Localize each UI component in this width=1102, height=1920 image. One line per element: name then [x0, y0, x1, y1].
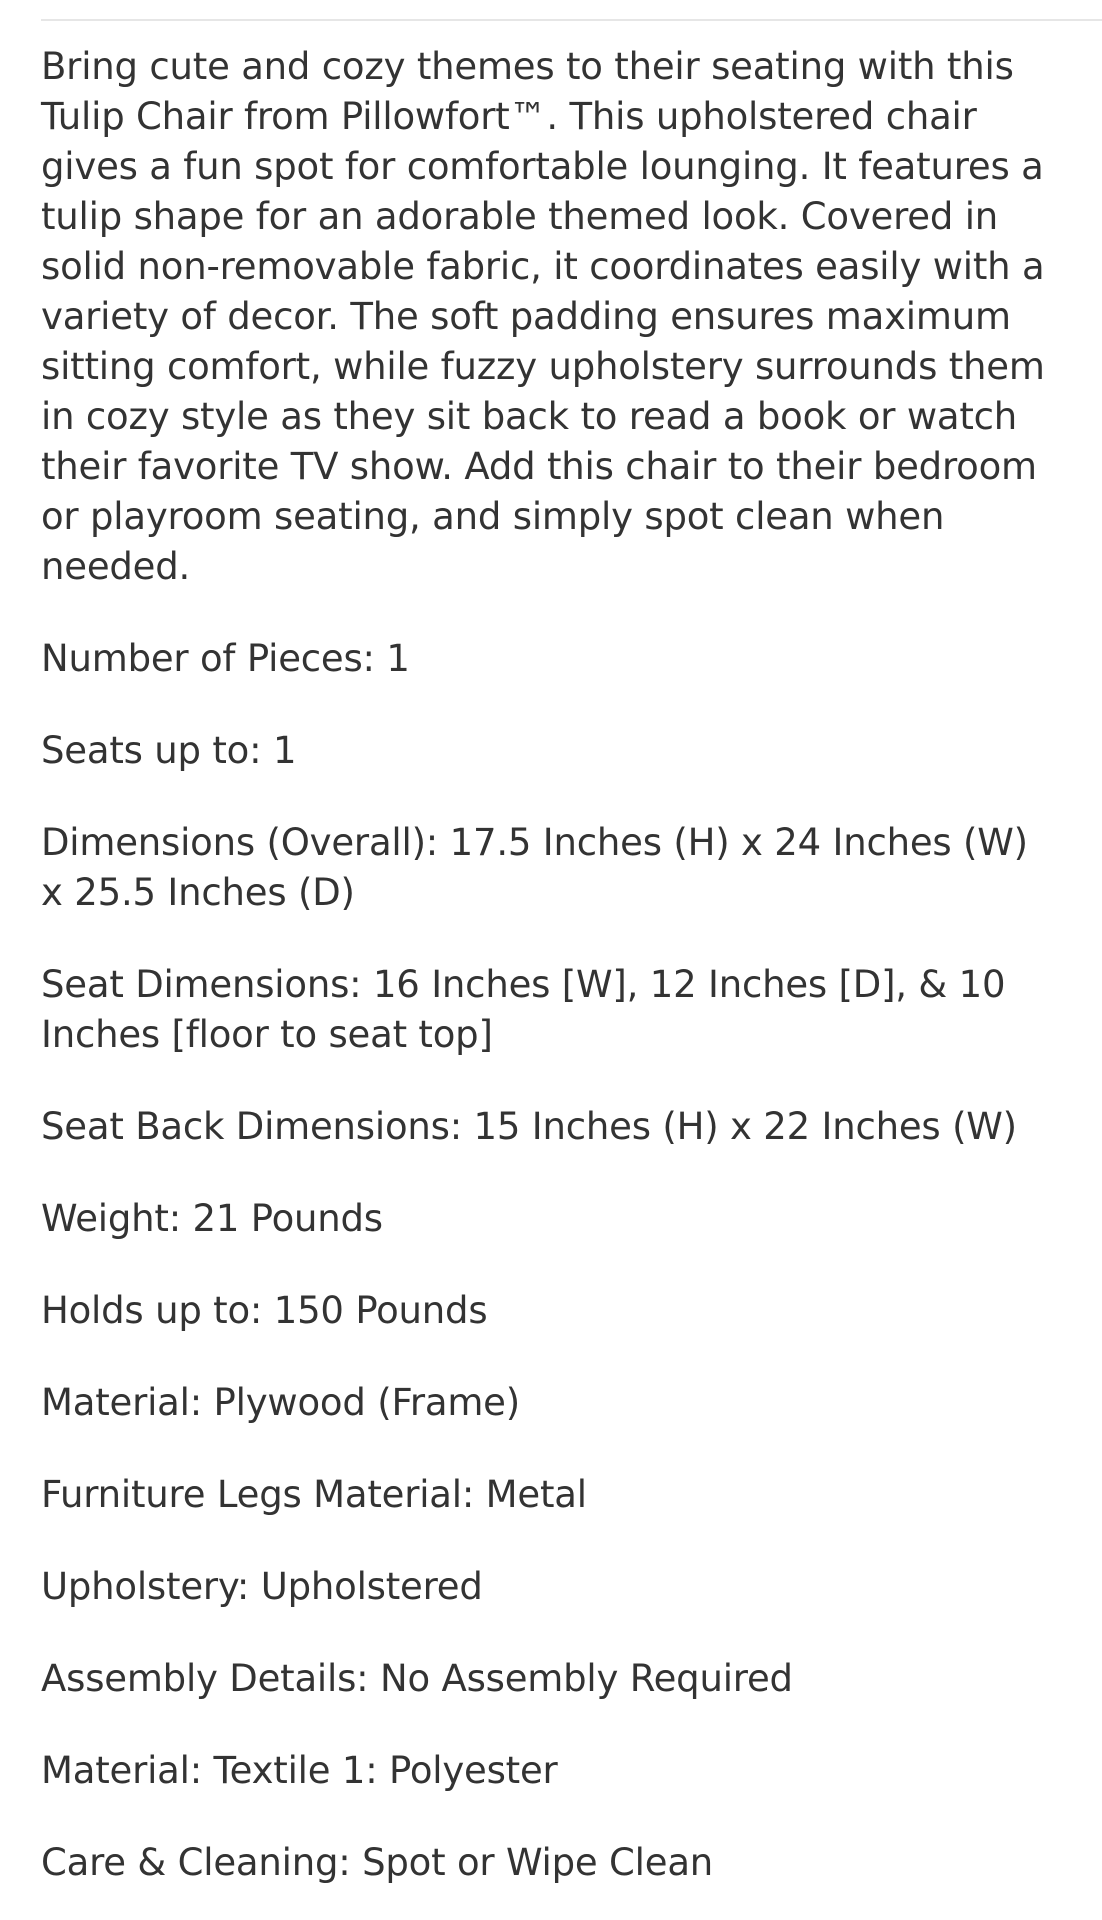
spec-upholstery: Upholstery: Upholstered	[41, 1565, 483, 1608]
spec-seats-up-to: Seats up to: 1	[41, 729, 297, 772]
specifications-list	[41, 634, 1061, 1888]
spec-seat-dimensions: Seat Dimensions: 16 Inches [W], 12 Inches [D], & 10 Inches [floor to seat top]	[41, 963, 1006, 1056]
spec-care-cleaning: Care & Cleaning: Spot or Wipe Clean	[41, 1841, 714, 1884]
spec-seat-back-dimensions: Seat Back Dimensions: 15 Inches (H) x 22 Inches (W)	[41, 1105, 1017, 1148]
spec-holds-up-to: Holds up to: 150 Pounds	[41, 1289, 488, 1332]
spec-number-of-pieces: Number of Pieces: 1	[41, 637, 410, 680]
spec-weight: Weight: 21 Pounds	[41, 1197, 383, 1240]
spec-material-textile: Material: Textile 1: Polyester	[41, 1749, 558, 1792]
spec-assembly-details: Assembly Details: No Assembly Required	[41, 1657, 793, 1700]
spec-dimensions-overall: Dimensions (Overall): 17.5 Inches (H) x 24 Inches (W) x 25.5 Inches (D)	[41, 821, 1028, 914]
spec-legs-material: Furniture Legs Material: Metal	[41, 1473, 587, 1516]
product-details	[41, 42, 1061, 1888]
spec-material-frame: Material: Plywood (Frame)	[41, 1381, 520, 1424]
top-divider	[41, 19, 1102, 21]
product-description: Bring cute and cozy themes to their seating with this Tulip Chair from Pillowfort™. This upholstered chair gives a fun spot for comfortable lounging. It features a tulip shape for an adorable themed look. Covered in solid non-removable fabric, it coordinates easily with a variety of decor. The soft padding ensures maximum sitting comfort, while fuzzy upholstery surrounds them in cozy style as they sit back to read a book or watch their favorite TV show. Add this chair to their bedroom or playroom seating, and simply spot clean when needed.	[41, 45, 1045, 588]
